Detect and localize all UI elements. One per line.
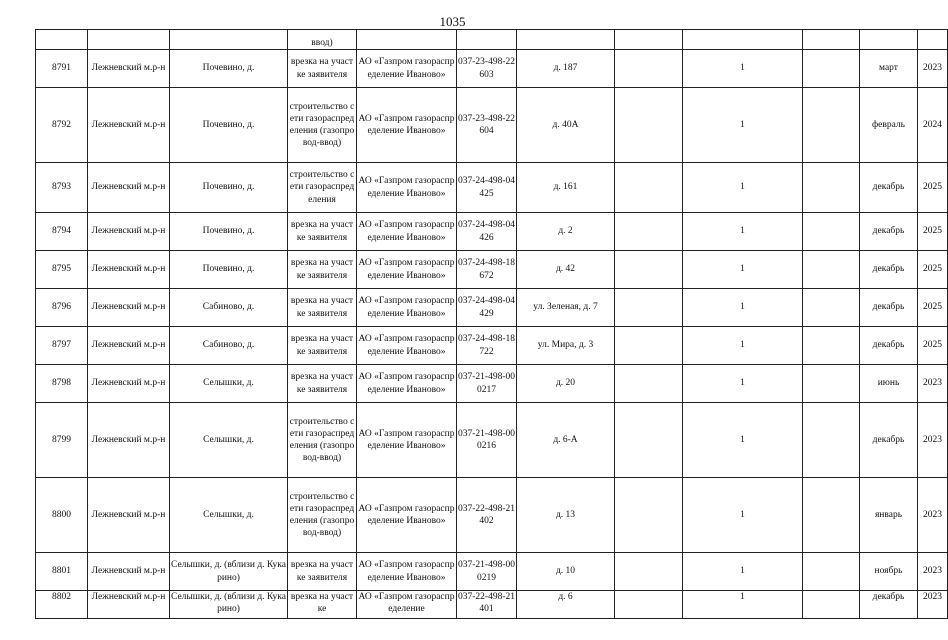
empty-cell (615, 251, 683, 289)
address-cell: д. 13 (517, 478, 615, 553)
district-cell: Лежневский м.р-н (88, 289, 170, 327)
locality-cell: Селышки, д. (170, 365, 288, 403)
quantity-cell: 1 (683, 591, 803, 619)
table-row (36, 50, 948, 88)
year-cell: 2023 (918, 553, 948, 591)
empty-cell (615, 365, 683, 403)
organization-cell: АО «Газпром газораспределение Иваново» (357, 88, 457, 163)
address-cell: д. 187 (517, 50, 615, 88)
empty-cell (803, 478, 860, 553)
gas-connection-table (35, 29, 948, 619)
address-cell: д. 161 (517, 163, 615, 213)
table-row (36, 163, 948, 213)
district-cell: Лежневский м.р-н (88, 591, 170, 619)
organization-cell: АО «Газпром газораспределение Иваново» (357, 327, 457, 365)
work-type-cell: строительство сети газораспределения (газопровод-ввод) (288, 478, 357, 553)
table-row (36, 403, 948, 478)
month-cell: июнь (860, 365, 918, 403)
empty-cell (615, 50, 683, 88)
work-type-cell: врезка на участке заявителя (288, 289, 357, 327)
organization-cell: АО «Газпром газораспределение Иваново» (357, 403, 457, 478)
empty-cell (615, 403, 683, 478)
work-type-cell: строительство сети газораспределения (газопровод-ввод) (288, 88, 357, 163)
work-type-cell: ввод) (288, 30, 357, 50)
month-cell: декабрь (860, 327, 918, 365)
table-row (36, 88, 948, 163)
organization-cell: АО «Газпром газораспределение Иваново» (357, 289, 457, 327)
empty-cell (803, 327, 860, 365)
application-number-cell: 037-21-498-000217 (457, 365, 517, 403)
row-number-cell: 8799 (36, 403, 88, 478)
district-cell: Лежневский м.р-н (88, 365, 170, 403)
row-number-cell: 8792 (36, 88, 88, 163)
month-cell: декабрь (860, 213, 918, 251)
quantity-cell: 1 (683, 289, 803, 327)
locality-cell: Почевино, д. (170, 50, 288, 88)
district-cell: Лежневский м.р-н (88, 478, 170, 553)
table-row (36, 553, 948, 591)
empty-cell (615, 327, 683, 365)
quantity-cell: 1 (683, 327, 803, 365)
application-number-cell: 037-21-498-000216 (457, 403, 517, 478)
month-cell: декабрь (860, 289, 918, 327)
quantity-cell: 1 (683, 163, 803, 213)
month-cell: январь (860, 478, 918, 553)
empty-cell (615, 213, 683, 251)
year-cell: 2025 (918, 327, 948, 365)
quantity-cell: 1 (683, 251, 803, 289)
row-number-cell: 8802 (36, 591, 88, 619)
district-cell: Лежневский м.р-н (88, 553, 170, 591)
work-type-cell: врезка на участке заявителя (288, 50, 357, 88)
year-cell: 2023 (918, 365, 948, 403)
work-type-cell: строительство сети газораспределения (газопровод-ввод) (288, 403, 357, 478)
year-cell: 2025 (918, 213, 948, 251)
locality-cell: Почевино, д. (170, 213, 288, 251)
empty-cell (803, 88, 860, 163)
month-cell: декабрь (860, 251, 918, 289)
row-number-cell: 8796 (36, 289, 88, 327)
organization-cell: АО «Газпром газораспределение Иваново» (357, 50, 457, 88)
row-number-cell: 8800 (36, 478, 88, 553)
table-row (36, 289, 948, 327)
application-number-cell: 037-24-498-04425 (457, 163, 517, 213)
table-row-continued (36, 30, 948, 50)
quantity-cell: 1 (683, 553, 803, 591)
application-number-cell: 037-23-498-22603 (457, 50, 517, 88)
empty-cell (803, 553, 860, 591)
table-row (36, 478, 948, 553)
table-row (36, 327, 948, 365)
quantity-cell: 1 (683, 365, 803, 403)
month-cell: декабрь (860, 403, 918, 478)
address-cell: д. 20 (517, 365, 615, 403)
year-cell: 2023 (918, 50, 948, 88)
year-cell: 2024 (918, 88, 948, 163)
address-cell: ул. Зеленая, д. 7 (517, 289, 615, 327)
empty-cell (803, 50, 860, 88)
quantity-cell: 1 (683, 403, 803, 478)
organization-cell: АО «Газпром газораспределение Иваново» (357, 478, 457, 553)
table-row (36, 591, 948, 619)
organization-cell: АО «Газпром газораспределение Иваново» (357, 365, 457, 403)
row-number-cell: 8791 (36, 50, 88, 88)
quantity-cell: 1 (683, 50, 803, 88)
month-cell: ноябрь (860, 553, 918, 591)
locality-cell: Селышки, д. (170, 403, 288, 478)
organization-cell: АО «Газпром газораспределение Иваново» (357, 251, 457, 289)
empty-cell (615, 289, 683, 327)
locality-cell: Селышки, д. (вблизи д. Кукарино) (170, 591, 288, 619)
empty-cell (803, 591, 860, 619)
year-cell: 2023 (918, 403, 948, 478)
work-type-cell: врезка на участке заявителя (288, 327, 357, 365)
year-cell: 2023 (918, 478, 948, 553)
application-number-cell: 037-23-498-22604 (457, 88, 517, 163)
locality-cell: Почевино, д. (170, 163, 288, 213)
row-number-cell: 8793 (36, 163, 88, 213)
row-number-cell: 8801 (36, 553, 88, 591)
empty-cell (615, 163, 683, 213)
organization-cell: АО «Газпром газораспределение (357, 591, 457, 619)
year-cell: 2025 (918, 289, 948, 327)
district-cell: Лежневский м.р-н (88, 163, 170, 213)
empty-cell (803, 163, 860, 213)
application-number-cell: 037-21-498-000219 (457, 553, 517, 591)
address-cell: д. 6 (517, 591, 615, 619)
address-cell: д. 2 (517, 213, 615, 251)
organization-cell: АО «Газпром газораспределение Иваново» (357, 163, 457, 213)
row-number-cell: 8798 (36, 365, 88, 403)
empty-cell (615, 88, 683, 163)
district-cell: Лежневский м.р-н (88, 50, 170, 88)
locality-cell: Почевино, д. (170, 251, 288, 289)
empty-cell (803, 251, 860, 289)
empty-cell (615, 591, 683, 619)
locality-cell: Сабиново, д. (170, 327, 288, 365)
table-row (36, 213, 948, 251)
quantity-cell: 1 (683, 88, 803, 163)
locality-cell: Селышки, д. (170, 478, 288, 553)
empty-cell (615, 553, 683, 591)
month-cell: март (860, 50, 918, 88)
address-cell: ул. Мира, д. 3 (517, 327, 615, 365)
organization-cell: АО «Газпром газораспределение Иваново» (357, 213, 457, 251)
row-number-cell: 8795 (36, 251, 88, 289)
application-number-cell: 037-24-498-18672 (457, 251, 517, 289)
application-number-cell: 037-24-498-04429 (457, 289, 517, 327)
work-type-cell: строительство сети газораспределения (288, 163, 357, 213)
year-cell: 2025 (918, 251, 948, 289)
month-cell: декабрь (860, 163, 918, 213)
quantity-cell: 1 (683, 213, 803, 251)
district-cell: Лежневский м.р-н (88, 403, 170, 478)
application-number-cell: 037-24-498-04426 (457, 213, 517, 251)
work-type-cell: врезка на участке заявителя (288, 251, 357, 289)
address-cell: д. 6-А (517, 403, 615, 478)
address-cell: д. 10 (517, 553, 615, 591)
month-cell: февраль (860, 88, 918, 163)
empty-cell (803, 365, 860, 403)
month-cell: декабрь (860, 591, 918, 619)
table-row (36, 251, 948, 289)
locality-cell: Селышки, д. (вблизи д. Кукарино) (170, 553, 288, 591)
district-cell: Лежневский м.р-н (88, 88, 170, 163)
locality-cell: Сабиново, д. (170, 289, 288, 327)
page-number: 1035 (439, 14, 466, 29)
application-number-cell: 037-22-498-21401 (457, 591, 517, 619)
work-type-cell: врезка на участке (288, 591, 357, 619)
work-type-cell: врезка на участке заявителя (288, 365, 357, 403)
address-cell: д. 42 (517, 251, 615, 289)
table-row (36, 365, 948, 403)
application-number-cell: 037-22-498-21402 (457, 478, 517, 553)
empty-cell (803, 289, 860, 327)
empty-cell (803, 403, 860, 478)
organization-cell: АО «Газпром газораспределение Иваново» (357, 553, 457, 591)
quantity-cell: 1 (683, 478, 803, 553)
application-number-cell: 037-24-498-18722 (457, 327, 517, 365)
district-cell: Лежневский м.р-н (88, 327, 170, 365)
work-type-cell: врезка на участке заявителя (288, 213, 357, 251)
row-number-cell: 8794 (36, 213, 88, 251)
year-cell: 2023 (918, 591, 948, 619)
address-cell: д. 40А (517, 88, 615, 163)
locality-cell: Почевино, д. (170, 88, 288, 163)
work-type-cell: врезка на участке заявителя (288, 553, 357, 591)
district-cell: Лежневский м.р-н (88, 213, 170, 251)
year-cell: 2025 (918, 163, 948, 213)
district-cell: Лежневский м.р-н (88, 251, 170, 289)
row-number-cell: 8797 (36, 327, 88, 365)
empty-cell (615, 478, 683, 553)
empty-cell (803, 213, 860, 251)
